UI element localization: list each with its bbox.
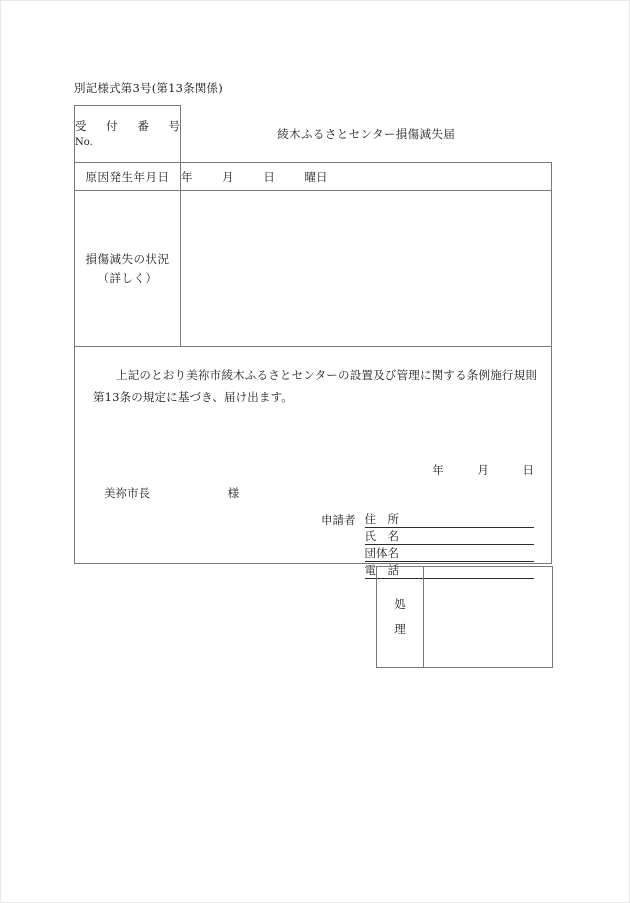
processing-label-char-2: 理 <box>394 621 406 636</box>
damage-status-input-cell[interactable] <box>181 191 552 347</box>
form-title: 綾木ふるさとセンター損傷減失届 <box>277 126 456 141</box>
receipt-kanji-1: 受 <box>75 118 87 133</box>
applicant-label: 申請者 <box>321 513 356 527</box>
processing-row <box>377 567 553 668</box>
applicant-name-label: 氏 名 <box>364 529 399 543</box>
processing-input-cell[interactable] <box>424 567 553 668</box>
cause-date-weekday-unit: 曜日 <box>304 169 328 184</box>
submission-date-month-unit: 月 <box>477 463 489 477</box>
cause-date-input-cell[interactable] <box>181 163 552 191</box>
receipt-number-label-cell <box>75 106 181 163</box>
damage-status-label-line1: 損傷減失の状況 <box>85 252 170 267</box>
submission-date-day-unit: 日 <box>522 463 534 477</box>
form-title-cell <box>181 106 552 163</box>
receipt-kanji-3: 番 <box>137 118 149 133</box>
processing-table <box>376 566 553 668</box>
receipt-number-no-label: No. <box>75 136 93 148</box>
cause-date-label: 原因発生年月日 <box>75 163 181 191</box>
applicant-phone-label: 電 話 <box>364 563 399 577</box>
form-number-label: 別記様式第3号(第13条関係) <box>74 81 223 95</box>
addressee-line <box>104 485 239 501</box>
statement-body <box>75 347 551 577</box>
receipt-number-label <box>75 119 180 135</box>
submission-date-line[interactable] <box>432 462 534 478</box>
cause-date-month-unit: 月 <box>222 169 234 184</box>
receipt-kanji-4: 号 <box>168 118 180 133</box>
processing-label <box>377 567 424 668</box>
applicant-organization-label: 団体名 <box>364 546 399 560</box>
cause-date-year-unit: 年 <box>181 169 193 184</box>
processing-label-char-1: 処 <box>394 597 406 611</box>
applicant-organization-field[interactable] <box>365 545 534 562</box>
main-form-table <box>74 105 552 577</box>
submission-date-year-unit: 年 <box>432 463 444 477</box>
statement-cell <box>75 347 552 577</box>
statement-paragraph: 上記のとおり美祢市綾木ふるさとセンターの設置及び管理に関する条例施行規則第13条の規定に基づき、届け出ます。 <box>93 368 537 405</box>
receipt-kanji-2: 付 <box>106 118 118 133</box>
applicant-name-field[interactable] <box>365 528 534 545</box>
applicant-address-label: 住 所 <box>364 512 399 526</box>
addressee-honorific: 様 <box>227 486 240 500</box>
table-row-statement <box>75 347 552 564</box>
table-row-cause-date <box>75 163 552 191</box>
damage-status-label-line2: （詳しく） <box>97 270 158 285</box>
table-row-receipt <box>75 106 552 163</box>
table-row-damage-status <box>75 191 552 347</box>
cause-date-day-unit: 日 <box>263 169 275 184</box>
damage-status-label <box>75 191 181 347</box>
addressee-name: 美祢市長 <box>104 486 150 500</box>
applicant-address-field[interactable] <box>365 511 534 528</box>
